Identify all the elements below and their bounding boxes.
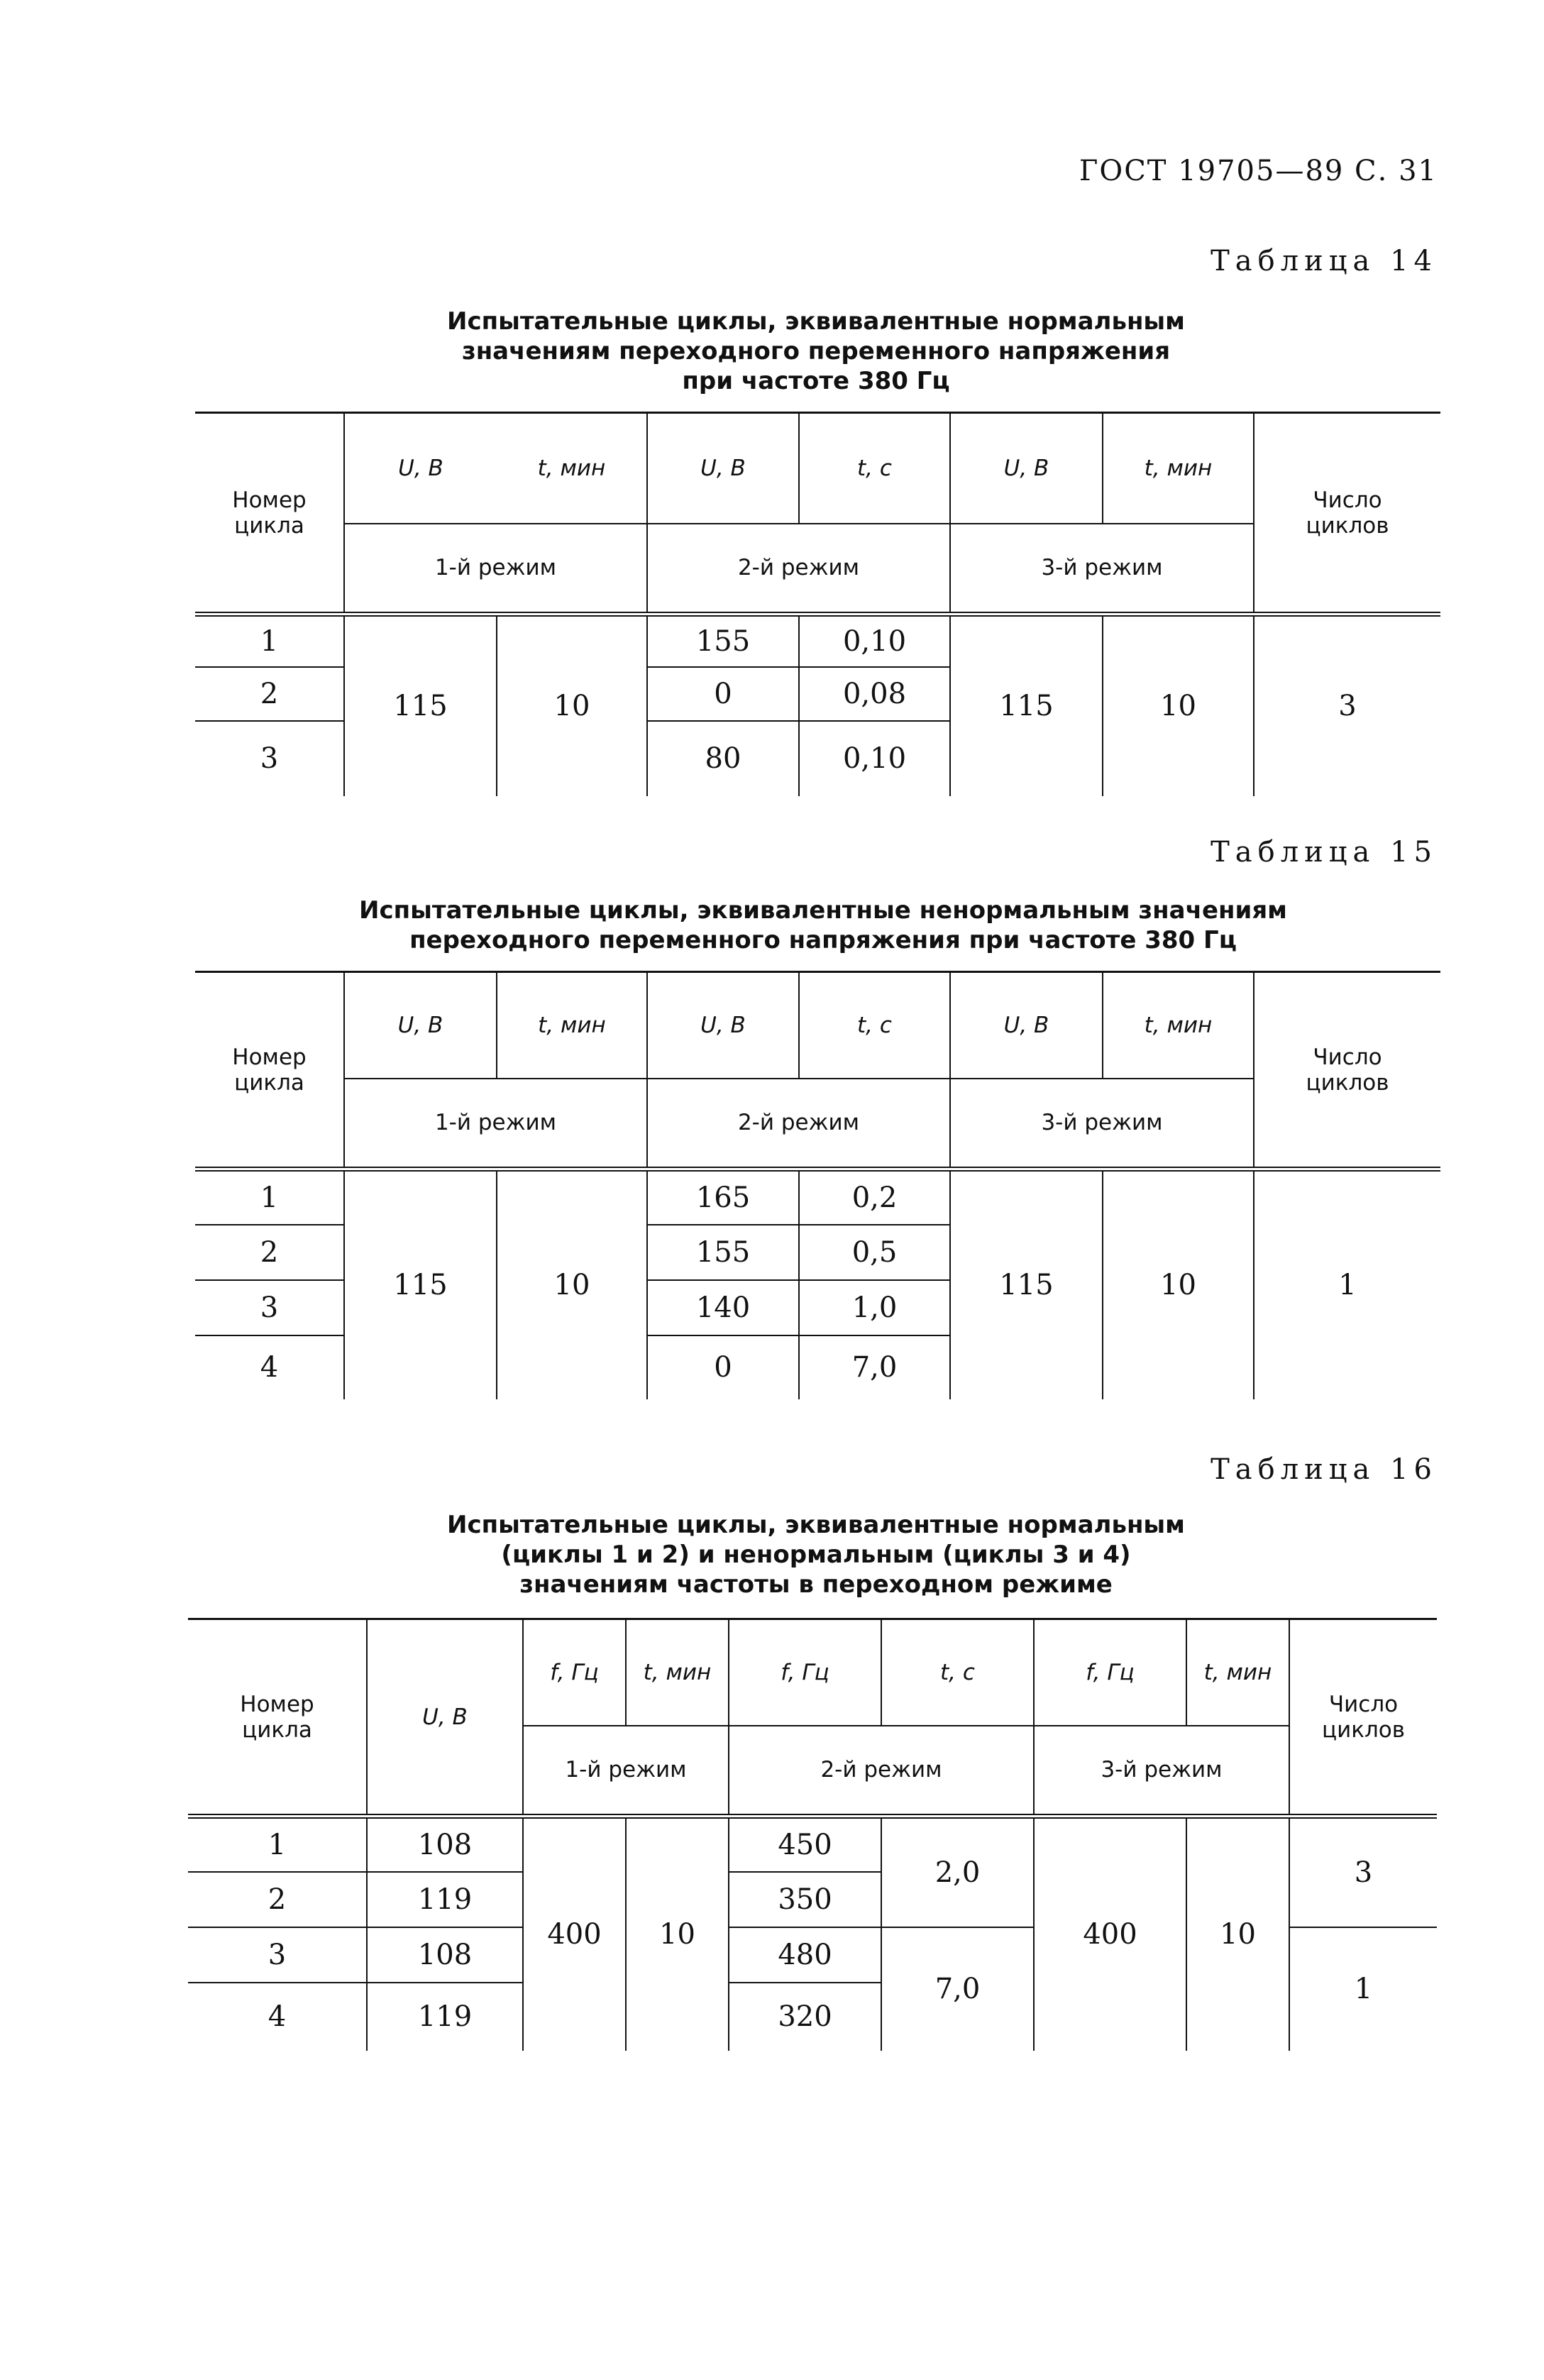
mode2-t-value: 2,0 [881, 1817, 1034, 1927]
mode2-u-value: 140 [647, 1280, 799, 1335]
mode1-f-header: f, Гц [523, 1619, 626, 1726]
table16-label: Таблица 16 [1211, 1453, 1438, 1486]
mode3-header: 3-й режим [1034, 1726, 1289, 1817]
mode2-header: 2-й режим [647, 1079, 950, 1169]
u-header: U, В [367, 1619, 523, 1817]
mode2-u-value: 0 [647, 1335, 799, 1399]
mode3-header: 3-й режим [950, 1079, 1254, 1169]
table-row: 3 [188, 1927, 367, 1983]
u-value: 119 [367, 1983, 523, 2051]
mode2-t-value: 0,5 [799, 1225, 950, 1280]
table-row: 3 [260, 742, 279, 775]
mode2-t-header: t, с [799, 413, 950, 524]
mode3-t-value: 10 [1186, 1817, 1289, 2051]
mode2-u-header: U, В [647, 413, 799, 524]
mode1-u-value: 115 [344, 1169, 497, 1399]
table15-title: Испытательные циклы, эквивалентные ненормальным значениям переходного переменного напряжения при частоте 380 Гц [359, 896, 1287, 954]
mode2-header: 2-й режим [729, 1726, 1034, 1817]
mode1-header: 1-й режим [523, 1726, 729, 1817]
page-header: ГОСТ 19705—89 С. 31 [1079, 155, 1438, 187]
table-row: 4 [260, 1351, 279, 1384]
u-value: 108 [367, 1927, 523, 1983]
mode2-u-value: 80 [647, 721, 799, 796]
count-col-header: Число циклов [1254, 413, 1440, 615]
mode2-t-header: t, с [799, 972, 950, 1079]
mode1-header: 1-й режим [344, 1079, 647, 1169]
table-row: 1 [195, 615, 344, 667]
number-col-header: Номер цикла [232, 1044, 307, 1096]
table14-label: Таблица 14 [1211, 245, 1438, 277]
mode1-t-header: t, мин [626, 1619, 729, 1726]
mode3-t-header: t, мин [1186, 1619, 1289, 1726]
mode2-t-value: 7,0 [799, 1335, 950, 1399]
table14-title: Испытательные циклы, эквивалентные нормальным значениям переходного переменного напряжения при частоте 380 Гц [447, 307, 1185, 395]
table-row: 3 [195, 1280, 344, 1335]
mode1-t-value: 10 [497, 615, 647, 796]
mode3-u-header: U, В [950, 972, 1103, 1079]
table14 [195, 412, 1440, 796]
mode1-t-value: 10 [626, 1817, 729, 2051]
mode1-t-header: t, мин [497, 972, 647, 1079]
mode2-t-value: 1,0 [799, 1280, 950, 1335]
mode2-header: 2-й режим [647, 524, 950, 615]
mode2-f-value: 450 [729, 1817, 881, 1872]
mode2-f-value: 480 [729, 1927, 881, 1983]
number-col-header: Номер цикла [240, 1691, 314, 1743]
count-col-header: Число циклов [1289, 1619, 1437, 1817]
mode2-t-value: 0,10 [799, 615, 950, 667]
mode3-u-value: 115 [950, 615, 1103, 796]
u-value: 108 [367, 1817, 523, 1872]
mode1-t-value: 10 [497, 1169, 647, 1399]
table-row: 1 [195, 1169, 344, 1225]
mode1-u-header: U, В [344, 972, 497, 1079]
mode2-u-value: 165 [647, 1169, 799, 1225]
mode1-u-value: 115 [344, 615, 497, 796]
u-value: 119 [367, 1872, 523, 1927]
mode3-header: 3-й режим [950, 524, 1254, 615]
mode2-u-value: 155 [647, 615, 799, 667]
mode3-t-header: t, мин [1103, 413, 1254, 524]
count-col-header: Число циклов [1254, 972, 1440, 1169]
table-row: 2 [195, 667, 344, 721]
mode2-u-value: 0 [647, 667, 799, 721]
table-row: 2 [188, 1872, 367, 1927]
mode3-t-value: 10 [1103, 615, 1254, 796]
table16-title: Испытательные циклы, эквивалентные нормальным (циклы 1 и 2) и ненормальным (циклы 3 и 4) значениям частоты в переходном режиме [447, 1511, 1185, 1599]
mode1-f-value: 400 [523, 1817, 626, 2051]
mode2-f-value: 350 [729, 1872, 881, 1927]
mode1-u-header: U, В [344, 413, 497, 524]
mode2-u-header: U, В [647, 972, 799, 1079]
mode1-header: 1-й режим [344, 524, 647, 615]
count-value: 1 [1254, 1169, 1440, 1399]
mode3-u-value: 115 [950, 1169, 1103, 1399]
number-col-header: Номер цикла [232, 487, 307, 539]
mode3-u-header: U, В [950, 413, 1103, 524]
mode1-t-header: t, мин [497, 413, 647, 524]
mode2-t-header: t, с [881, 1619, 1034, 1726]
table15-label: Таблица 15 [1211, 836, 1438, 869]
table-row: 2 [195, 1225, 344, 1280]
mode2-u-value: 155 [647, 1225, 799, 1280]
mode2-t-value: 7,0 [881, 1927, 1034, 2051]
mode2-t-value: 0,08 [799, 667, 950, 721]
mode3-t-header: t, мин [1103, 972, 1254, 1079]
table16 [188, 1618, 1437, 2051]
table-row: 4 [268, 2000, 287, 2033]
count-value: 3 [1254, 615, 1440, 796]
mode2-f-header: f, Гц [729, 1619, 881, 1726]
table-row: 1 [188, 1817, 367, 1872]
mode2-t-value: 0,2 [799, 1169, 950, 1225]
count-value: 3 [1289, 1817, 1437, 1927]
mode2-f-value: 320 [729, 1983, 881, 2051]
mode3-t-value: 10 [1103, 1169, 1254, 1399]
mode3-f-value: 400 [1034, 1817, 1186, 2051]
count-value: 1 [1289, 1927, 1437, 2051]
table15 [195, 971, 1440, 1399]
mode3-f-header: f, Гц [1034, 1619, 1186, 1726]
mode2-t-value: 0,10 [799, 721, 950, 796]
